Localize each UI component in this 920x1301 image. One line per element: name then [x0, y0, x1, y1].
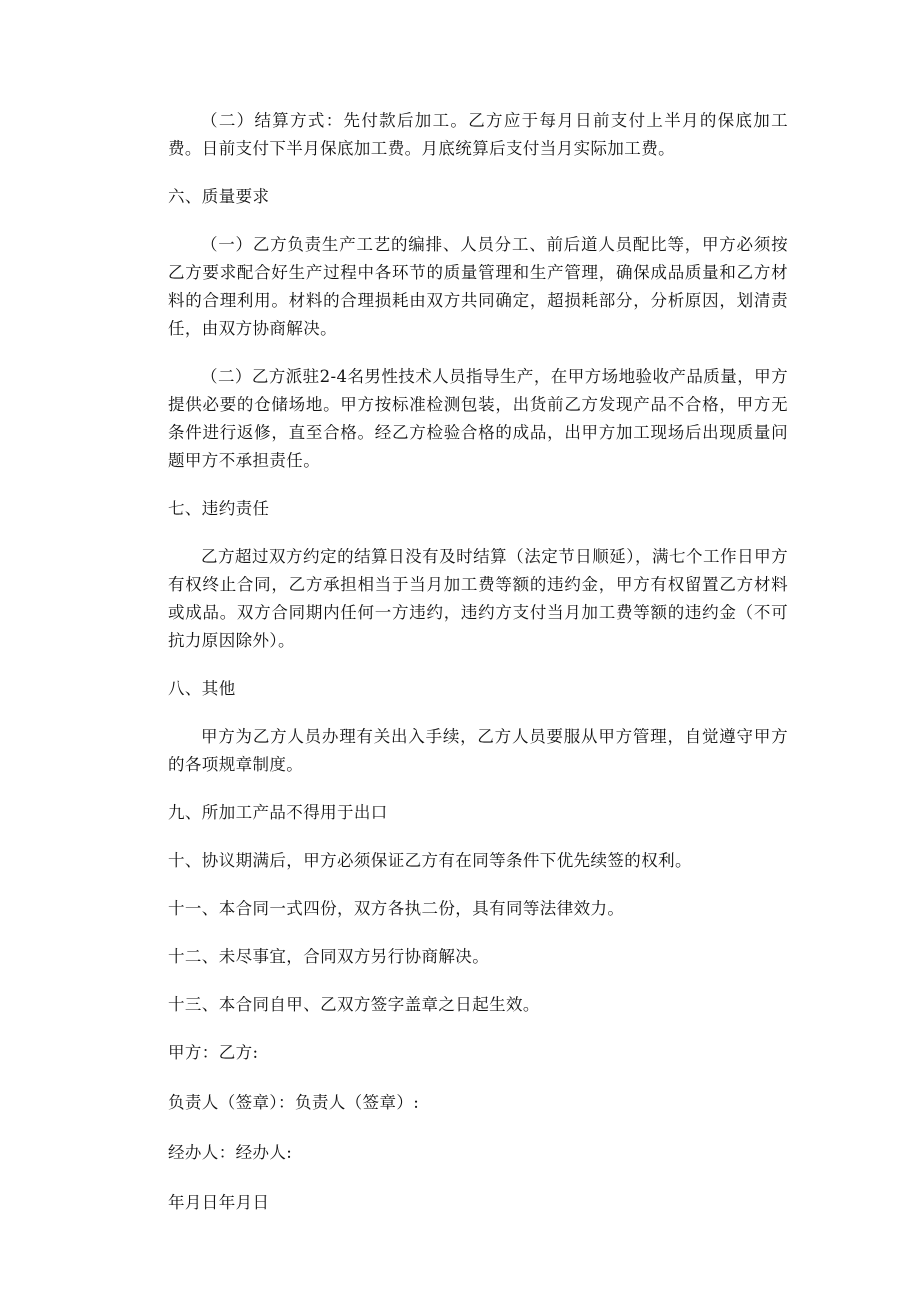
section-heading-breach: 七、违约责任 [168, 499, 270, 518]
signature-responsible: 负责人（签章）：负责人（签章）: [168, 1093, 420, 1112]
paragraph-other: 甲方为乙方人员办理有关出入手续，乙方人员要服从甲方管理，自觉遵守甲方的各项规章制度。 [168, 727, 788, 774]
signature-block [168, 1039, 788, 1217]
section-heading-other: 八、其他 [168, 679, 236, 698]
paragraph-quality-2: （二）乙方派驻2-4名男性技术人员指导生产，在甲方场地验收产品质量，甲方提供必要的仓储场地。甲方按标准检测包装，出货前乙方发现产品不合格，甲方无条件进行返修，直至合格。经乙方检验合格的成品，出甲方加工现场后出现质量问题甲方不承担责任。 [168, 367, 788, 470]
signature-parties: 甲方：乙方: [168, 1043, 259, 1062]
signature-handlers: 经办人：经办人: [168, 1143, 293, 1162]
clause-10: 十、协议期满后，甲方必须保证乙方有在同等条件下优先续签的权利。 [168, 851, 692, 870]
section-heading-quality: 六、质量要求 [168, 187, 270, 206]
clause-13: 十三、本合同自甲、乙双方签字盖章之日起生效。 [168, 995, 540, 1014]
paragraph-breach: 乙方超过双方约定的结算日没有及时结算（法定节日顺延），满七个工作日甲方有权终止合同，乙方承担相当于当月加工费等额的违约金，甲方有权留置乙方材料或成品。双方合同期内任何一方违约，违约方支付当月加工费等额的违约金（不可抗力原因除外）。 [168, 547, 788, 650]
clause-9: 九、所加工产品不得用于出口 [168, 803, 388, 822]
document-body [168, 107, 788, 1239]
clause-11: 十一、本合同一式四份，双方各执二份，具有同等法律效力。 [168, 899, 625, 918]
signature-dates: 年月日年月日 [168, 1193, 270, 1212]
paragraph-settlement-method: （二）结算方式：先付款后加工。乙方应于每月日前支付上半月的保底加工费。日前支付下半月保底加工费。月底统算后支付当月实际加工费。 [168, 111, 788, 158]
paragraph-quality-1: （一）乙方负责生产工艺的编排、人员分工、前后道人员配比等，甲方必须按乙方要求配合好生产过程中各环节的质量管理和生产管理，确保成品质量和乙方材料的合理利用。材料的合理损耗由双方共同确定，超损耗部分，分析原因，划清责任，由双方协商解决。 [168, 235, 788, 338]
clause-12: 十二、未尽事宜，合同双方另行协商解决。 [168, 947, 490, 966]
